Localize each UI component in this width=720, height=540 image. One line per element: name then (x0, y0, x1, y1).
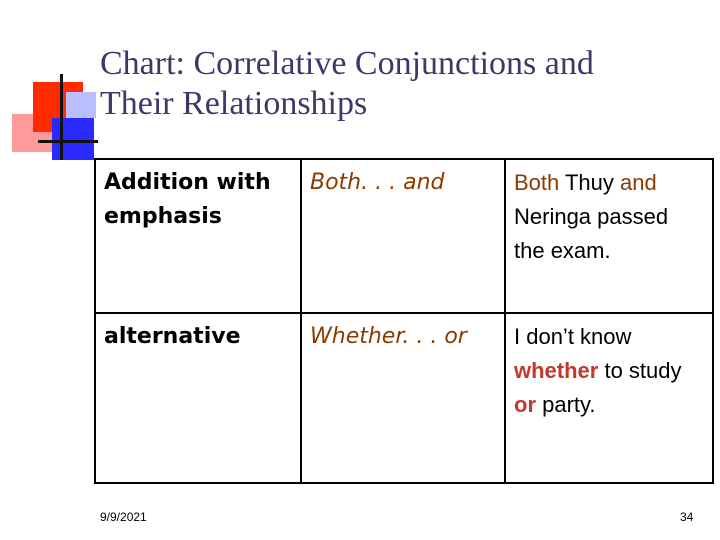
example-highlight: Both (514, 170, 560, 195)
example-text: party. (536, 392, 596, 417)
conjunctions-table (94, 158, 714, 484)
example-text: to study (598, 358, 682, 383)
example-highlight: or (514, 392, 536, 417)
relationship-cell: alternative (95, 313, 301, 483)
table-row (95, 159, 713, 313)
slide-title (100, 44, 700, 124)
example-highlight: and (620, 170, 657, 195)
slide-title-line1: Chart: Correlative Conjunctions and (100, 45, 594, 82)
example-text: I don’t know (514, 324, 632, 349)
conjunction-cell: Both. . . and (301, 159, 505, 313)
example-cell (505, 159, 713, 313)
conjunction-cell: Whether. . . or (301, 313, 505, 483)
decorative-horizontal-line (38, 140, 98, 143)
decorative-square-blue (52, 118, 94, 160)
example-text: Thuy (559, 170, 621, 195)
example-highlight: whether (514, 358, 599, 383)
table-row (95, 313, 713, 483)
decorative-vertical-line (60, 74, 63, 160)
relationship-cell: Addition with emphasis (95, 159, 301, 313)
slide-title-line2: Their Relationships (100, 85, 368, 122)
footer-date: 9/9/2021 (100, 510, 147, 524)
example-cell (505, 313, 713, 483)
decorative-square-lightblue (66, 92, 96, 118)
page-number: 34 (680, 510, 694, 524)
example-text: Neringa passed the exam. (514, 204, 669, 263)
